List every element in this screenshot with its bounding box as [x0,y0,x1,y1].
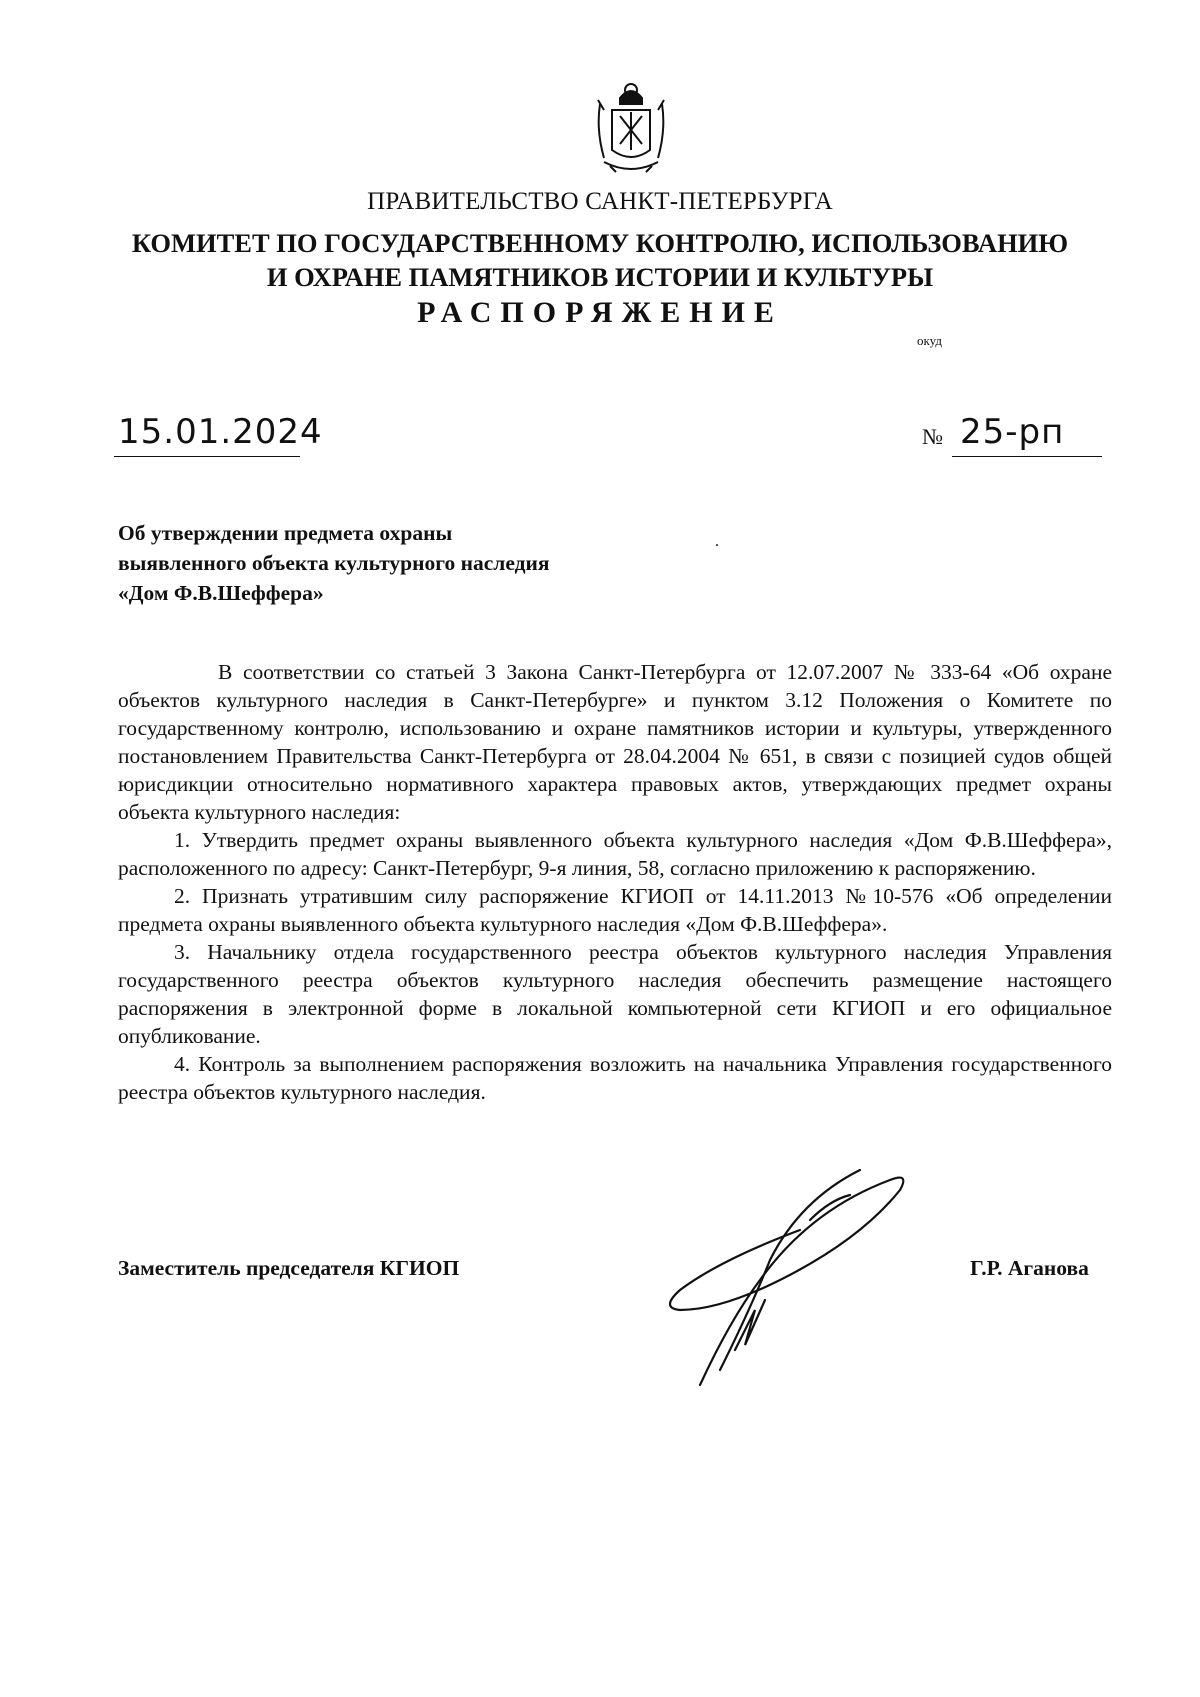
scan-speck [716,544,718,546]
document-type: РАСПОРЯЖЕНИЕ [417,296,783,329]
order-item-3: 3. Начальнику отдела государственного реестра объектов культурного наследия Управления государственного реестра объектов культурного наследия обеспечить размещение настоящего распоряжения в электронной форме в локальной компьютерной сети КГИОП и его официальное опубликование. [118,940,1112,1048]
order-subject [118,518,550,608]
order-body [118,658,1112,1106]
order-number: 25-рп [960,412,1065,452]
subject-line-1: Об утверждении предмета охраны [118,521,453,545]
government-heading: ПРАВИТЕЛЬСТВО САНКТ-ПЕТЕРБУРГА [367,188,833,215]
subject-line-3: «Дом Ф.В.Шеффера» [118,581,324,605]
order-item-1: 1. Утвердить предмет охраны выявленного объекта культурного наследия «Дом Ф.В.Шеффера», расположенного по адресу: Санкт-Петербург, 9-я линия, 58, согласно приложению к распоряжению. [118,828,1112,880]
order-item-4: 4. Контроль за выполнением распоряжения возложить на начальника Управления государственного реестра объектов культурного наследия. [118,1052,1112,1104]
number-underline [952,456,1102,457]
committee-heading [0,226,1200,294]
coat-of-arms-icon [590,80,672,178]
committee-line-2: И ОХРАНЕ ПАМЯТНИКОВ ИСТОРИИ И КУЛЬТУРЫ [266,262,934,292]
okud-label: окуд [917,333,942,348]
handwritten-signature [660,1160,920,1390]
number-sign: № [922,424,943,449]
order-item-2: 2. Признать утратившим силу распоряжение КГИОП от 14.11.2013 №10-576 «Об определении предмета охраны выявленного объекта культурного наследия «Дом Ф.В.Шеффера». [118,884,1112,936]
subject-line-2: выявленного объекта культурного наследия [118,551,550,575]
signatory-name: Г.Р. Аганова [970,1256,1089,1280]
order-date: 15.01.2024 [118,412,323,452]
committee-line-1: КОМИТЕТ ПО ГОСУДАРСТВЕННОМУ КОНТРОЛЮ, ИСПОЛЬЗОВАНИЮ [131,228,1069,258]
date-underline [114,456,300,457]
preamble-paragraph: В соответствии со статьей 3 Закона Санкт-Петербурга от 12.07.2007 № 333-64 «Об охране объектов культурного наследия в Санкт-Петербурге» и пунктом 3.12 Положения о Комитете по государственному контролю, использованию и охране памятников истории и культуры, утвержденного постановлением Правительства Санкт-Петербурга от 28.04.2004 № 651, в связи с позицией судов общей юрисдикции относительно нормативного характера правовых актов, утверждающих предмет охраны объекта культурного наследия: [118,660,1112,824]
signatory-title: Заместитель председателя КГИОП [118,1256,460,1280]
